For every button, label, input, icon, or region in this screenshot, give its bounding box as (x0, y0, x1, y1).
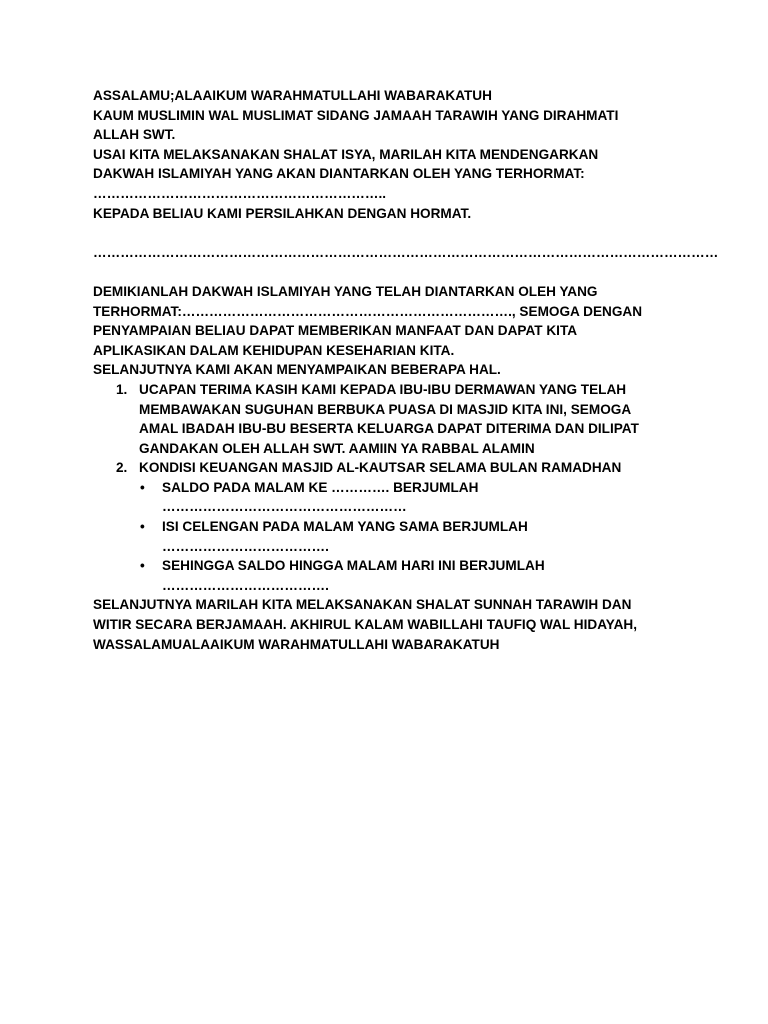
closing-greeting-line: WASSALAMUALAAIKUM WARAHMATULLAHI WABARAKATUH (93, 636, 500, 652)
list-item-text: SEHINGGA SALDO HINGGA MALAM HARI INI BERJUMLAH (162, 558, 545, 574)
invitation-line: USAI KITA MELAKSANAKAN SHALAT ISYA, MARILAH KITA MENDENGARKAN (93, 146, 599, 162)
list-item (93, 517, 693, 556)
list-number: 2. (116, 460, 128, 476)
document-page (93, 86, 719, 654)
list-item (93, 478, 693, 517)
amount-blank: ………………………………. (162, 577, 329, 593)
bullet-list (93, 478, 693, 596)
amount-blank: ……………………………………………… (162, 499, 407, 515)
closing-line: PENYAMPAIAN BELIAU DAPAT MEMBERIKAN MANFAAT DAN DAPAT KITA (93, 323, 578, 339)
amount-blank: ………………………………. (162, 538, 329, 554)
list-item-text: GANDAKAN OLEH ALLAH SWT. AAMIIN YA RABBAL ALAMIN (139, 440, 535, 456)
audience-line: KAUM MUSLIMIN WAL MUSLIMAT SIDANG JAMAAH TARAWIH YANG DIRAHMATI (93, 107, 619, 123)
list-item-text: SALDO PADA MALAM KE …………. BERJUMLAH (162, 479, 479, 495)
numbered-list (93, 380, 693, 478)
separator-dotted-line: ………………………………………………………………………………………………………………………… (93, 244, 719, 260)
list-item (93, 380, 693, 458)
list-item-text: UCAPAN TERIMA KASIH KAMI KEPADA IBU-IBU DERMAWAN YANG TELAH (139, 381, 627, 397)
bullet-icon: • (140, 479, 145, 495)
final-paragraph (93, 595, 693, 654)
list-item-text: MEMBAWAKAN SUGUHAN BERBUKA PUASA DI MASJID KITA INI, SEMOGA (139, 401, 632, 417)
closing-line: DEMIKIANLAH DAKWAH ISLAMIYAH YANG TELAH DIANTARKAN OLEH YANG (93, 283, 598, 299)
final-line: SELANJUTNYA MARILAH KITA MELAKSANAKAN SHALAT SUNNAH TARAWIH DAN (93, 597, 632, 613)
closing-intro-paragraph (93, 282, 693, 380)
closing-line: TERHORMAT:………………………………………………………………., SEMOGA DENGAN (93, 303, 643, 319)
greeting-line: ASSALAMU;ALAAIKUM WARAHMATULLAHI WABARAKATUH (93, 88, 492, 103)
closing-line: APLIKASIKAN DALAM KEHIDUPAN KESEHARIAN KITA. (93, 342, 455, 358)
list-item (93, 458, 693, 478)
bullet-icon: • (140, 558, 145, 574)
welcome-line: KEPADA BELIAU KAMI PERSILAHKAN DENGAN HORMAT. (93, 205, 472, 221)
speaker-name-blank: ……………………………………………………….. (93, 185, 387, 201)
list-number: 1. (116, 381, 128, 397)
intro-paragraph (93, 86, 693, 223)
final-line: WITIR SECARA BERJAMAAH. AKHIRUL KALAM WABILLAHI TAUFIQ WAL HIDAYAH, (93, 617, 637, 633)
spacer (93, 262, 693, 282)
list-item-text: KONDISI KEUANGAN MASJID AL-KAUTSAR SELAMA BULAN RAMADHAN (139, 460, 622, 476)
invitation-line-cont: DAKWAH ISLAMIYAH YANG AKAN DIANTARKAN OLEH YANG TERHORMAT: (93, 166, 585, 182)
bullet-icon: • (140, 519, 145, 535)
list-item-text: ISI CELENGAN PADA MALAM YANG SAMA BERJUMLAH (162, 519, 528, 535)
list-item-text: AMAL IBADAH IBU-BU BESERTA KELUARGA DAPAT DITERIMA DAN DILIPAT (139, 421, 639, 437)
audience-line-cont: ALLAH SWT. (93, 127, 176, 143)
list-item (93, 556, 693, 595)
announcement-intro-line: SELANJUTNYA KAMI AKAN MENYAMPAIKAN BEBERAPA HAL. (93, 362, 501, 378)
spacer (93, 223, 693, 243)
